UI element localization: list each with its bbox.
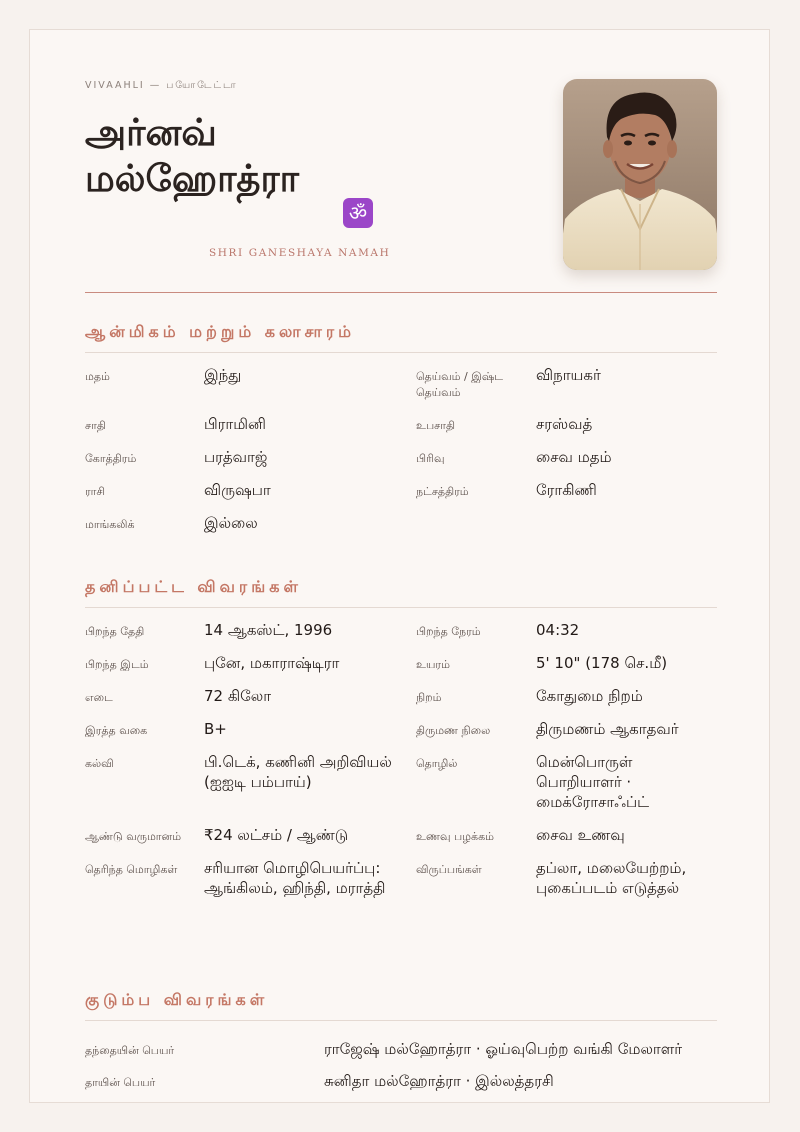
field-value: மென்பொருள் பொறியாளர் · மைக்ரோசாஃப்ட் <box>536 753 650 811</box>
field-label: நிறம் <box>416 691 442 704</box>
field-label: பிறந்த நேரம் <box>416 625 481 638</box>
detail-row <box>85 620 717 640</box>
name-last: மல்ஹோத்ரா <box>85 157 299 200</box>
field-value: 72 கிலோ <box>204 687 272 705</box>
field-value: பரத்வாஜ் <box>204 448 268 466</box>
field-value: சைவ உணவு <box>536 826 625 844</box>
field-value: இல்லை <box>204 514 258 532</box>
profile-photo <box>563 79 717 270</box>
candidate-name <box>85 110 405 202</box>
detail-field <box>85 365 416 401</box>
field-label: தெரிந்த மொழிகள் <box>85 863 178 876</box>
family-section-title: குடும்ப விவரங்கள் <box>85 990 269 1009</box>
detail-field <box>85 825 416 845</box>
detail-field <box>416 686 717 706</box>
personal-section-title: தனிப்பட்ட விவரங்கள் <box>85 577 302 596</box>
field-label: கல்வி <box>85 757 114 770</box>
field-value: B+ <box>204 720 227 738</box>
biodata-page <box>29 29 770 1103</box>
detail-field <box>416 752 717 812</box>
brand-label: VIVAAHLI — பயோடேட்டா <box>85 80 238 91</box>
family-details <box>85 1039 717 1091</box>
detail-row <box>85 513 717 533</box>
detail-row <box>85 653 717 673</box>
detail-row <box>85 365 717 401</box>
detail-field <box>85 752 416 812</box>
section-divider <box>85 352 717 353</box>
field-label: மதம் <box>85 370 110 383</box>
field-value: விருஷபா <box>204 481 271 499</box>
field-value: 04:32 <box>536 621 580 639</box>
field-label: ராசி <box>85 485 106 498</box>
field-value: பி.டெக், கணினி அறிவியல் (ஐஐடி பம்பாய்) <box>204 753 392 791</box>
field-value: திருமணம் ஆகாதவர் <box>536 720 679 738</box>
detail-field <box>85 858 416 898</box>
field-label: தெய்வம் / இஷ்ட தெய்வம் <box>416 370 504 399</box>
spiritual-section <box>85 322 717 546</box>
field-value: கோதுமை நிறம் <box>536 687 643 705</box>
field-label: நட்சத்திரம் <box>416 485 469 498</box>
field-label: தொழில் <box>416 757 458 770</box>
detail-field <box>85 686 416 706</box>
detail-field <box>416 858 717 898</box>
blessing-text: SHRI GANESHAYA NAMAH <box>209 247 391 259</box>
family-section <box>85 990 717 1103</box>
detail-row <box>85 719 717 739</box>
field-value: ரோகிணி <box>536 481 597 499</box>
field-value: விநாயகர் <box>536 366 601 384</box>
field-value: தப்லா, மலையேற்றம், புகைப்படம் எடுத்தல் <box>536 859 687 897</box>
section-divider <box>85 607 717 608</box>
field-value: புனே, மகாராஷ்டிரா <box>204 654 340 672</box>
family-label: தந்தையின் பெயர் <box>85 1044 175 1057</box>
field-label: பிரிவு <box>416 452 445 465</box>
detail-field <box>416 447 717 467</box>
family-row <box>85 1039 717 1059</box>
detail-row <box>85 447 717 467</box>
field-label: இரத்த வகை <box>85 724 148 737</box>
field-label: உபசாதி <box>416 419 456 432</box>
field-label: உணவு பழக்கம் <box>416 830 494 843</box>
field-value: 5' 10" (178 செ.மீ) <box>536 654 668 672</box>
detail-field <box>416 365 717 401</box>
detail-row <box>85 686 717 706</box>
section-divider <box>85 1020 717 1021</box>
field-label: பிறந்த தேதி <box>85 625 145 638</box>
field-value: ₹24 லட்சம் / ஆண்டு <box>204 826 349 844</box>
field-label: சாதி <box>85 419 106 432</box>
field-label: ஆண்டு வருமானம் <box>85 830 182 843</box>
portrait-image <box>563 79 717 270</box>
detail-field <box>85 653 416 673</box>
personal-details <box>85 620 717 898</box>
detail-field <box>416 480 717 500</box>
field-label: எடை <box>85 691 113 704</box>
detail-field <box>85 414 416 434</box>
family-row <box>85 1071 717 1091</box>
family-value: ராஜேஷ் மல்ஹோத்ரா · ஓய்வுபெற்ற வங்கி மேலாளர் <box>324 1040 683 1058</box>
field-label: விருப்பங்கள் <box>416 863 482 876</box>
field-label: உயரம் <box>416 658 450 671</box>
om-icon: ॐ <box>343 198 373 228</box>
detail-row <box>85 752 717 812</box>
spiritual-details <box>85 365 717 533</box>
detail-field <box>416 620 717 640</box>
field-label: மாங்கலிக் <box>85 518 135 531</box>
family-value: சுனிதா மல்ஹோத்ரா · இல்லத்தரசி <box>324 1072 554 1090</box>
family-label: தாயின் பெயர் <box>85 1076 156 1089</box>
field-value: பிராமினி <box>204 415 266 433</box>
detail-row <box>85 858 717 898</box>
header-divider <box>85 292 717 293</box>
detail-field <box>85 719 416 739</box>
detail-field <box>85 447 416 467</box>
detail-field <box>85 620 416 640</box>
detail-field <box>416 825 717 845</box>
detail-row <box>85 414 717 434</box>
field-label: பிறந்த இடம் <box>85 658 149 671</box>
field-value: இந்து <box>204 366 242 384</box>
detail-field <box>85 480 416 500</box>
detail-field <box>416 653 717 673</box>
name-first: அர்னவ் <box>85 111 217 154</box>
field-value: சரஸ்வத் <box>536 415 593 433</box>
detail-field <box>85 513 416 533</box>
detail-row <box>85 825 717 845</box>
field-value: சைவ மதம் <box>536 448 612 466</box>
spiritual-section-title: ஆன்மிகம் மற்றும் கலாசாரம் <box>85 322 355 341</box>
field-value: 14 ஆகஸ்ட், 1996 <box>204 621 333 639</box>
field-value: சரியான மொழிபெயர்ப்பு: ஆங்கிலம், ஹிந்தி, மராத்தி <box>204 859 386 897</box>
field-label: கோத்திரம் <box>85 452 137 465</box>
detail-field <box>416 414 717 434</box>
detail-field <box>416 719 717 739</box>
detail-row <box>85 480 717 500</box>
field-label: திருமண நிலை <box>416 724 491 737</box>
personal-section <box>85 577 717 911</box>
